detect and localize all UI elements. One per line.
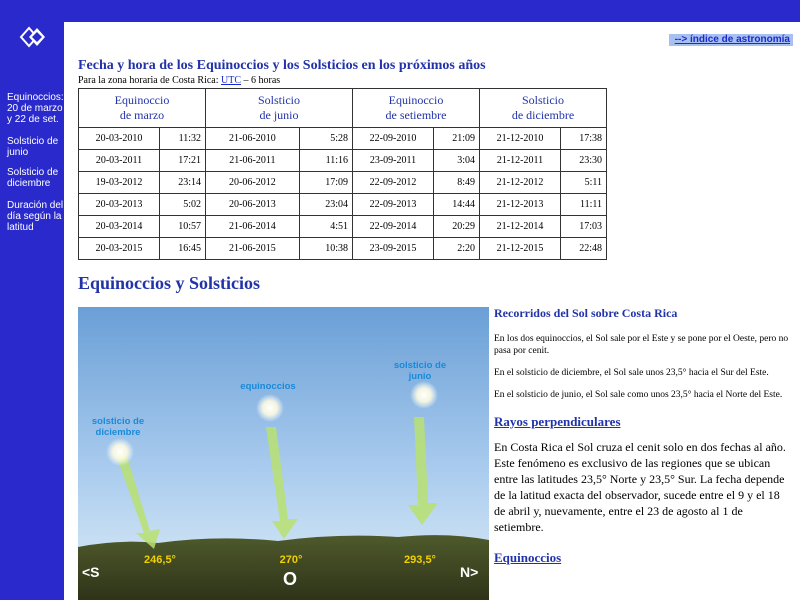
date-cell: 22-09-2012: [353, 172, 434, 194]
date-cell: 21-06-2014: [206, 216, 300, 238]
header-equinoccio-marzo: Equinoccio de marzo: [79, 89, 206, 128]
date-cell: 23-09-2011: [353, 150, 434, 172]
section-title: Equinoccios y Solsticios: [78, 273, 261, 293]
date-cell: 21-12-2014: [480, 216, 561, 238]
time-cell: 17:21: [160, 150, 206, 172]
date-cell: 21-12-2013: [480, 194, 561, 216]
date-cell: 22-09-2014: [353, 216, 434, 238]
time-cell: 11:32: [160, 128, 206, 150]
horizon-hills: [78, 535, 489, 600]
time-cell: 5:11: [561, 172, 607, 194]
site-logo-icon[interactable]: [18, 22, 48, 52]
time-cell: 14:44: [434, 194, 480, 216]
time-cell: 5:28: [299, 128, 352, 150]
date-cell: 20-03-2011: [79, 150, 160, 172]
time-cell: 11:16: [299, 150, 352, 172]
table-row: [79, 128, 607, 150]
time-cell: 23:14: [160, 172, 206, 194]
sun-equinoccios: [256, 394, 284, 422]
date-cell: 21-06-2015: [206, 238, 300, 260]
table-title: Fecha y hora de los Equinoccios y los Solsticios en los próximos años: [78, 58, 486, 73]
table-row: [79, 150, 607, 172]
label-equinoccios: equinoccios: [240, 381, 296, 392]
direction-south: <S: [82, 564, 100, 580]
date-cell: 20-03-2013: [79, 194, 160, 216]
paragraph-diciembre: En el solsticio de diciembre, el Sol sale unos 23,5° hacia el Sur del Este.: [494, 368, 769, 378]
label-diciembre-2: diciembre: [95, 427, 141, 438]
time-cell: 20:29: [434, 216, 480, 238]
direction-north: N>: [460, 564, 479, 580]
time-cell: 17:09: [299, 172, 352, 194]
paragraph-junio: En el solsticio de junio, el Sol sale como unos 23,5° hacia el Norte del Este.: [494, 390, 783, 400]
time-cell: 4:51: [299, 216, 352, 238]
direction-west: O: [283, 569, 298, 589]
date-cell: 22-09-2013: [353, 194, 434, 216]
date-cell: 22-09-2010: [353, 128, 434, 150]
date-cell: 21-12-2012: [480, 172, 561, 194]
time-cell: 17:38: [561, 128, 607, 150]
date-cell: 20-06-2013: [206, 194, 300, 216]
heading-recorridos: Recorridos del Sol sobre Costa Rica: [494, 306, 678, 320]
table-row: [79, 238, 607, 260]
time-cell: 17:03: [561, 216, 607, 238]
date-cell: 23-09-2015: [353, 238, 434, 260]
time-cell: 8:49: [434, 172, 480, 194]
header-solsticio-junio: Solsticio de junio: [206, 89, 353, 128]
paragraph-equinoccios: En los dos equinoccios, el Sol sale por el Este y se pone por el Oeste, pero no pasa por cenit.: [494, 334, 789, 356]
label-junio-2: junio: [408, 371, 432, 382]
table-header-row: [79, 89, 607, 128]
sun-junio: [410, 381, 438, 409]
sun-path-diagram: [78, 307, 489, 600]
time-cell: 21:09: [434, 128, 480, 150]
sidebar-item-duracion-dia[interactable]: Duración del día según la latitud: [7, 200, 64, 233]
date-cell: 20-06-2012: [206, 172, 300, 194]
dates-table: [78, 88, 607, 260]
sidebar-item-equinoccios[interactable]: Equinoccios: 20 de marzo y 22 de set.: [7, 92, 64, 125]
header-solsticio-diciembre: Solsticio de diciembre: [480, 89, 607, 128]
table-row: [79, 172, 607, 194]
sidebar: [0, 0, 64, 600]
date-cell: 21-12-2015: [480, 238, 561, 260]
time-cell: 22:48: [561, 238, 607, 260]
paragraph-rayos: En Costa Rica el Sol cruza el cenit solo en dos fechas al año. Este fenómeno es exclusivo de las regiones que se ubican entre las latitudes 23,5° Norte y 23,5° Sur. La fecha depende de la latitud exacta del observador, sucede entre el 9 y el 18 de abril y, nuevamente, entre el 23 de agosto al 1 de setiembre.: [494, 440, 786, 534]
time-cell: 23:30: [561, 150, 607, 172]
time-cell: 3:04: [434, 150, 480, 172]
table-row: [79, 216, 607, 238]
date-cell: 21-06-2011: [206, 150, 300, 172]
time-cell: 16:45: [160, 238, 206, 260]
timezone-suffix: – 6 horas: [243, 75, 281, 86]
angle-270: 270°: [279, 554, 303, 566]
timezone-prefix: Para la zona horaria de Costa Rica:: [78, 75, 219, 86]
timezone-note: [78, 75, 280, 86]
date-cell: 20-03-2014: [79, 216, 160, 238]
time-cell: 10:38: [299, 238, 352, 260]
sidebar-item-solsticio-diciembre[interactable]: Solsticio de diciembre: [7, 167, 59, 189]
date-cell: 21-06-2010: [206, 128, 300, 150]
angle-293: 293,5°: [404, 554, 436, 566]
sidebar-item-solsticio-junio[interactable]: Solsticio de junio: [7, 136, 59, 158]
time-cell: 23:04: [299, 194, 352, 216]
date-cell: 21-12-2010: [480, 128, 561, 150]
table-row: [79, 194, 607, 216]
right-column: [494, 306, 792, 567]
date-cell: 20-03-2010: [79, 128, 160, 150]
time-cell: 11:11: [561, 194, 607, 216]
date-cell: 19-03-2012: [79, 172, 160, 194]
time-cell: 2:20: [434, 238, 480, 260]
utc-link[interactable]: UTC: [221, 75, 241, 86]
angle-246: 246,5°: [144, 554, 176, 566]
time-cell: 5:02: [160, 194, 206, 216]
header-equinoccio-setiembre: Equinoccio de setiembre: [353, 89, 480, 128]
label-junio-1: solsticio de: [393, 360, 447, 371]
index-astronomia-link[interactable]: --> índice de astronomía: [669, 34, 793, 46]
label-diciembre-1: solsticio de: [91, 416, 145, 427]
time-cell: 10:57: [160, 216, 206, 238]
equinoccios-link[interactable]: Equinoccios: [494, 550, 562, 565]
date-cell: 21-12-2011: [480, 150, 561, 172]
date-cell: 20-03-2015: [79, 238, 160, 260]
top-bar: [0, 0, 800, 22]
sun-diciembre: [106, 438, 134, 466]
rayos-perpendiculares-link[interactable]: Rayos perpendiculares: [494, 414, 621, 429]
